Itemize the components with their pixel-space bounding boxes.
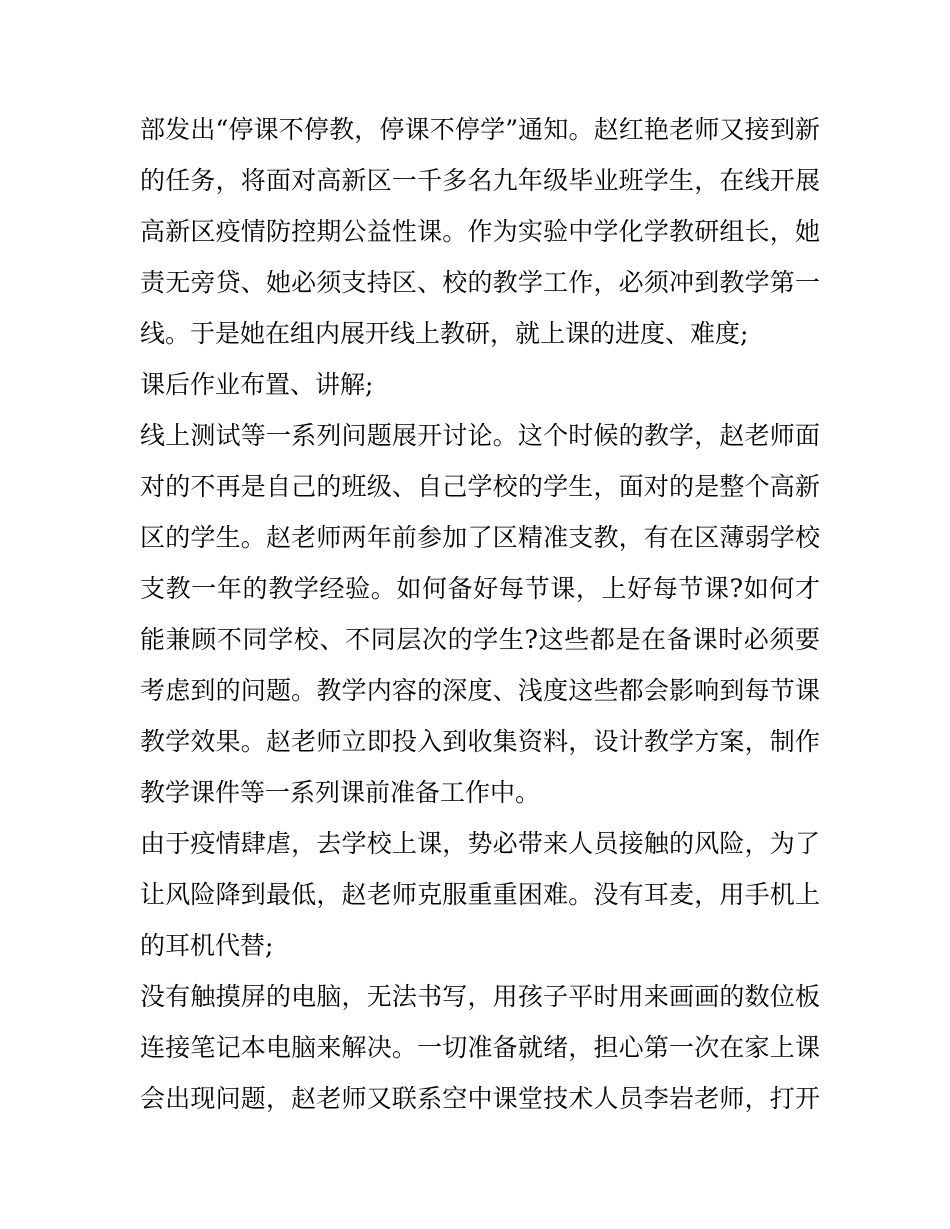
text-line: 会出现问题，赵老师又联系空中课堂技术人员李岩老师，打开 — [140, 1084, 820, 1113]
text-line: 责无旁贷、她必须支持区、校的教学工作，必须冲到教学第一 — [140, 268, 820, 297]
text-line: 课后作业布置、讲解; — [140, 370, 374, 399]
text-line: 支教一年的教学经验。如何备好每节课，上好每节课?如何才 — [140, 574, 820, 603]
text-line: 对的不再是自己的班级、自己学校的学生，面对的是整个高新 — [140, 472, 820, 501]
text-line: 能兼顾不同学校、不同层次的学生?这些都是在备课时必须要 — [140, 625, 820, 654]
text-line: 教学课件等一系列课前准备工作中。 — [140, 778, 541, 807]
text-line: 连接笔记本电脑来解决。一切准备就绪，担心第一次在家上课 — [140, 1033, 820, 1062]
text-line: 线上测试等一系列问题展开讨论。这个时候的教学，赵老师面 — [140, 421, 820, 450]
text-line: 部发出“停课不停教，停课不停学”通知。赵红艳老师又接到新 — [140, 115, 820, 144]
body-text — [140, 104, 820, 1124]
text-line: 由于疫情肆虐，去学校上课，势必带来人员接触的风险，为了 — [140, 829, 820, 858]
text-line: 没有触摸屏的电脑，无法书写，用孩子平时用来画画的数位板 — [140, 982, 820, 1011]
text-line: 的任务，将面对高新区一千多名九年级毕业班学生，在线开展 — [140, 166, 820, 195]
text-line: 线。于是她在组内展开线上教研，就上课的进度、难度; — [140, 319, 749, 348]
text-line: 考虑到的问题。教学内容的深度、浅度这些都会影响到每节课 — [140, 676, 820, 705]
text-line: 高新区疫情防控期公益性课。作为实验中学化学教研组长，她 — [140, 217, 820, 246]
text-line: 让风险降到最低，赵老师克服重重困难。没有耳麦，用手机上 — [140, 880, 820, 909]
text-line: 的耳机代替; — [140, 931, 274, 960]
text-line: 区的学生。赵老师两年前参加了区精准支教，有在区薄弱学校 — [140, 523, 820, 552]
text-line: 教学效果。赵老师立即投入到收集资料，设计教学方案，制作 — [140, 727, 820, 756]
